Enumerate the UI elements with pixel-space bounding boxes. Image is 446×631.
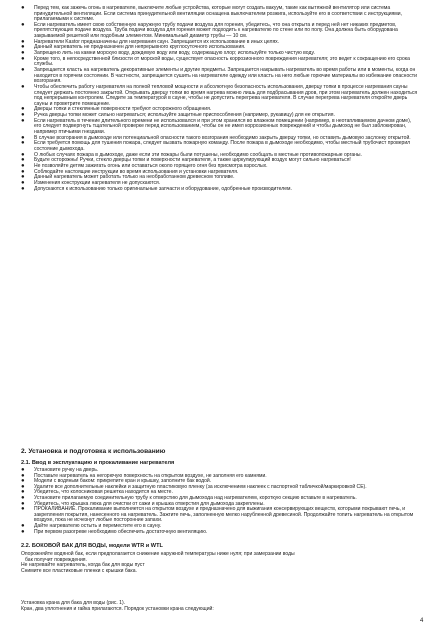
bullet-icon: ● — [21, 494, 25, 501]
bullet-icon: ● — [21, 55, 25, 62]
list-item-text: Удалите все дополнительные наклейки и защитную пластиковую пленку (за исключением наклеек с паспортной табличкой/маркировкой CE). — [34, 483, 367, 490]
safety-warnings-list — [21, 5, 418, 192]
list-item-text: Будьте осторожны! Ручки, стекло дверцы топки и поверхности нагревателя, а также циркулирующий воздух могут сильно нагреваться! — [34, 157, 351, 164]
bullet-icon: ● — [21, 21, 25, 28]
list-item-text: Чтобы обеспечить работу нагревателя на полной тепловой мощности и абсолютную безопасность использования, дверцу топки в процессе нагревания сауны следует держать постоянно закрытой. Открывать дверцу топки во время нагрева можно лишь для подбрасывания дров, при этом нагреватель должен находиться под непрерывным контролем. Следите за температурой в сауне, чтобы не допустить перегрева нагревателя. В случае перегрева нагревателя откройте дверь сауны и проветрите помещение. — [34, 83, 418, 107]
list-item-text: Установите прилагаемую соединительную трубу к отверстию для дымохода над нагревателем, короткую секцию вставьте в нагреватель. — [34, 494, 357, 501]
list-item-text: При первом разогреве необходимо обеспечить достаточную вентиляцию. — [34, 528, 208, 535]
list-item-text: Перед тем, как зажечь огонь в нагревателе, выключите любые устройства, которые могут создать вакуум, такие как вытяжной вентилятор или система принудительной вентиляции. Если система принудительной вентиляции оснащена выключателем розжига, используйте его в соответствии с инструкциями, прилагаемыми к системе. — [34, 5, 402, 23]
list-item — [21, 185, 418, 193]
list-item-text: Нагреватели Kastor предназначены для нагревания саун. Запрещается их использование в иных целях. — [34, 38, 280, 45]
list-item — [21, 21, 418, 40]
list-item-text: Запрещается класть на нагреватель декоративные элементы и другие предметы. Запрещается накрывать нагреватель во время работы или в моменты, когда он находится в горячем состоянии. В частности, запрещается сушить на нагревателе одежду или класть на него любые горючие материалы во избежание опасности возгорания. — [34, 67, 417, 85]
list-item — [21, 117, 418, 136]
list-item-text: Установите ручку на дверь. — [34, 467, 99, 473]
bullet-icon: ● — [21, 522, 25, 529]
bullet-icon: ● — [21, 106, 25, 113]
bullet-icon: ● — [21, 185, 25, 192]
bullet-icon: ● — [21, 483, 25, 490]
bullet-icon: ● — [21, 50, 25, 57]
page-number: 4 — [420, 618, 424, 624]
list-item-text: Допускаются к использованию только оригинальные запчасти и оборудование, одобренные производителем. — [34, 185, 292, 192]
commissioning-list — [21, 467, 418, 535]
list-item-text: Дайте нагревателю остыть и переместите его в сауну. — [34, 522, 162, 529]
list-item-text: О любых случаях пожара в дымоходе, даже если эти пожары были потушены, необходимо сообщать в местные противопожарные органы. — [34, 151, 362, 158]
tap-installation-notes — [21, 601, 419, 613]
list-item-text: В случае возгорания в дымоходе или потенциальной опасности такого возгорания необходимо закрыть дверцу топки, но оставить дымовую заслонку открытой. — [34, 134, 411, 141]
bullet-icon: ● — [21, 44, 25, 51]
list-item-text: Запрещено лить на камни морскую воду, дождевую воду или воду, содержащую хлор; используйте только чистую воду. — [34, 50, 315, 57]
bullet-icon: ● — [21, 157, 25, 164]
list-item — [21, 67, 418, 85]
list-item — [21, 528, 418, 536]
bullet-icon: ● — [21, 467, 25, 473]
tank-note-line: Не нагревайте нагреватель, когда бак для воды пуст — [21, 562, 145, 569]
list-item-text: Если требуется помощь для тушения пожара, следует вызвать пожарную команду. После пожара в дымоходе необходимо, чтобы местный трубочист проверил состояние дымохода. — [34, 140, 411, 152]
bullet-icon: ● — [21, 134, 25, 141]
list-item-text: Убедитесь, что колосниковая решетка находится на месте. — [34, 489, 173, 496]
list-item-text: Дверцы топки и стеклянные поверхности требуют осторожного обращения. — [34, 106, 212, 113]
tap-note-line: Кран, два уплотнения и гайка прилагаются. Порядок установки крана следующий: — [21, 605, 214, 612]
bullet-icon: ● — [21, 489, 25, 496]
list-item-text: Кроме того, в непосредственной близости от морской воды, существует опасность коррозионного повреждения нагревателя; это ведет к сокращению его срока службы. — [34, 55, 410, 68]
list-item-text: Данный нагреватель может работать только на необработанном древесном топливе. — [34, 174, 235, 181]
water-tank-notes — [21, 552, 419, 574]
section-2-1-heading: 2.1. Ввод в эксплуатацию и прокаливание нагревателя — [21, 460, 175, 466]
section-2-2-heading: 2.2. БОКОВОЙ БАК ДЛЯ ВОДЫ, модели WTR и WTL — [21, 543, 163, 549]
tap-note-line: Установка крана для бака для воды (рис. 1). — [21, 600, 126, 606]
list-item-text: Поставьте нагреватель на негорючую поверхность на открытом воздухе, не заполняя его камнями. — [34, 472, 267, 479]
bullet-icon: ● — [21, 112, 25, 119]
bullet-icon: ● — [21, 528, 25, 535]
list-item-text: ПРОКАЛИВАНИЕ. Прокаливание выполняется на открытом воздухе и предназначено для выжигания консервирующих веществ, которыми покрывают печь, и закрепления покрытия, нанесенного на нагреватель. Зажгите печь, заполненную мелко нарубленной древесиной. Продолжайте топить нагреватель на открытом воздухе, пока не исчезнут любые посторонние запахи. — [34, 506, 414, 524]
bullet-icon: ● — [21, 168, 25, 175]
bullet-icon: ● — [21, 174, 25, 181]
list-item-text: Данный нагреватель не предназначен для непрерывного круглосуточного использования. — [34, 44, 246, 51]
tank-note-line: Опорожняйте водяной бак, если предполагается снижение наружной температуры ниже нуля; при замерзании воды — [21, 551, 295, 557]
list-item-text: Не позволяйте детям зажигать огонь или оставаться около горящего огня без присмотра взрослых. — [34, 163, 268, 170]
list-item-text: Ручка дверцы топки может сильно нагреваться; используйте защитные приспособления (например, рукавицу) для ее открытия. — [34, 112, 335, 119]
list-item — [21, 5, 418, 23]
section-2-heading: 2. Установка и подготовка к использованию — [21, 448, 166, 455]
list-item-text: Убедитесь, что крышка люка для очистки от сажи и крышка отверстия для дымохода закреплены. — [34, 500, 265, 507]
bullet-icon: ● — [21, 478, 25, 485]
bullet-icon: ● — [21, 180, 25, 187]
list-item-text: Если нагреватель имеет свою собственную наружную трубу подачи воздуха для горения, убедитесь, что она открыта и перед ней нет никаких предметов, препятствующих подаче воздуха. Труба подачи воздуха для горения может подходить к нагревателю по стене или по полу. Она должна быть оборудована закрываемой решеткой или подобным элементом. Минимальный диаметр трубы — 10 см. — [34, 21, 398, 40]
bullet-icon: ● — [21, 506, 25, 513]
list-item — [21, 83, 418, 107]
bullet-icon: ● — [21, 163, 25, 170]
bullet-icon: ● — [21, 500, 25, 507]
bullet-icon: ● — [21, 67, 25, 74]
list-item-text: Соблюдайте настоящие инструкции во время использования и установки нагревателя. — [34, 168, 239, 175]
list-item-text: Изменения конструкции нагревателя не допускаются. — [34, 180, 161, 187]
list-item-text: Модели с водяным баком: прикрепите кран и крышку, заполните бак водой. — [34, 478, 212, 485]
bullet-icon: ● — [21, 38, 25, 45]
bullet-icon: ● — [21, 140, 25, 147]
tank-note-line: бак получит повреждения. — [25, 556, 87, 563]
bullet-icon: ● — [21, 117, 25, 124]
list-item-text: Если нагреватель в течение длительного времени не использовался и при этом хранился во влажном помещении (например, в неотапливаемом дачном доме), его следует подвергнуть тщательной проверке перед использованием, чтобы он не имел коррозионных повреждений и чтобы дымоход не был заблокирован, например птичьими гнездами. — [34, 117, 412, 135]
bullet-icon: ● — [21, 5, 25, 11]
tank-note-line: Снимите все пластиковые пленки с крышки бака. — [21, 567, 137, 574]
bullet-icon: ● — [21, 83, 25, 90]
list-item — [21, 506, 418, 524]
bullet-icon: ● — [21, 472, 25, 479]
bullet-icon: ● — [21, 151, 25, 158]
